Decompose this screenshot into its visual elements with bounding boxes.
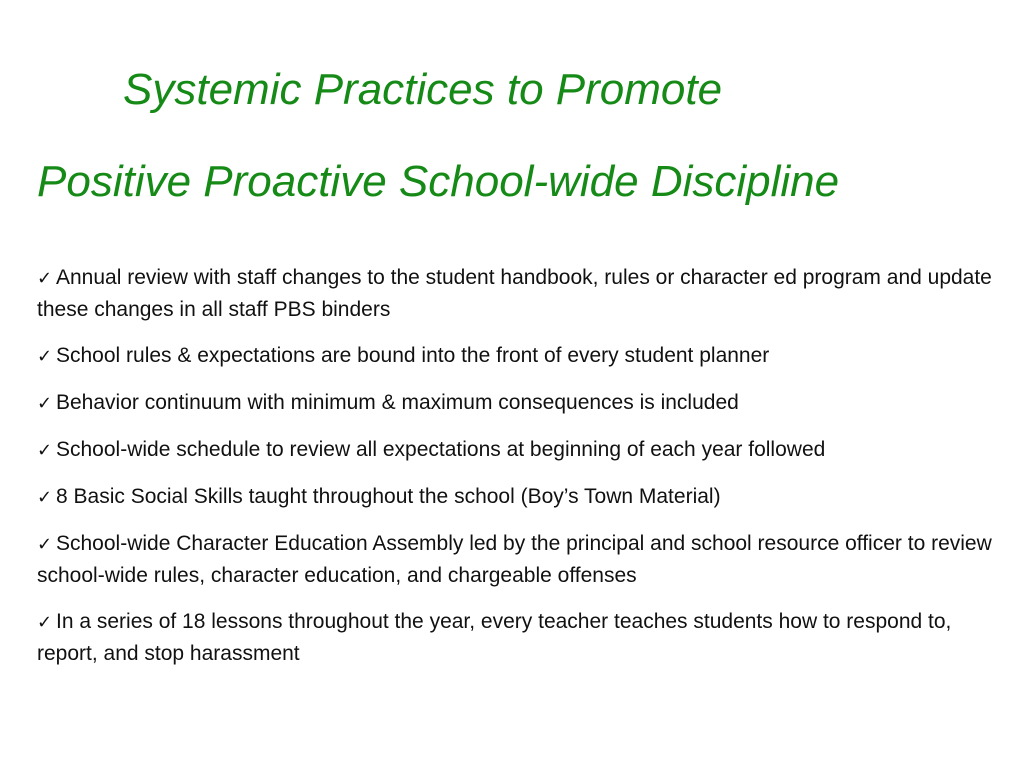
bullet-item	[37, 481, 1017, 513]
bullet-list	[37, 262, 1017, 684]
check-icon: ✓	[37, 534, 53, 555]
bullet-text: In a series of 18 lessons throughout the year, every teacher teaches students how to respond to, report, and stop harassment	[37, 610, 952, 665]
bullet-text: 8 Basic Social Skills taught throughout the school (Boy’s Town Material)	[56, 485, 721, 508]
check-icon: ✓	[37, 268, 53, 289]
check-icon: ✓	[37, 440, 53, 461]
bullet-text: School-wide Character Education Assembly led by the principal and school resource officer to review school-wide rules, character education, and chargeable offenses	[37, 532, 992, 587]
bullet-text: Behavior continuum with minimum & maximum consequences is included	[56, 391, 739, 414]
title-line-2: Positive Proactive School-wide Discipline	[37, 157, 840, 206]
bullet-text: Annual review with staff changes to the student handbook, rules or character ed program and update these changes in all staff PBS binders	[37, 266, 992, 321]
bullet-item	[37, 528, 1017, 591]
bullet-item	[37, 262, 1017, 325]
bullet-item	[37, 340, 1017, 372]
check-icon: ✓	[37, 393, 53, 414]
check-icon: ✓	[37, 612, 53, 633]
bullet-text: School-wide schedule to review all expectations at beginning of each year followed	[56, 438, 826, 461]
check-icon: ✓	[37, 346, 53, 367]
bullet-item	[37, 606, 1017, 669]
title-line-1: Systemic Practices to Promote	[123, 65, 723, 114]
bullet-text: School rules & expectations are bound into the front of every student planner	[56, 344, 770, 367]
check-icon: ✓	[37, 487, 53, 508]
bullet-item	[37, 387, 1017, 419]
bullet-item	[37, 434, 1017, 466]
